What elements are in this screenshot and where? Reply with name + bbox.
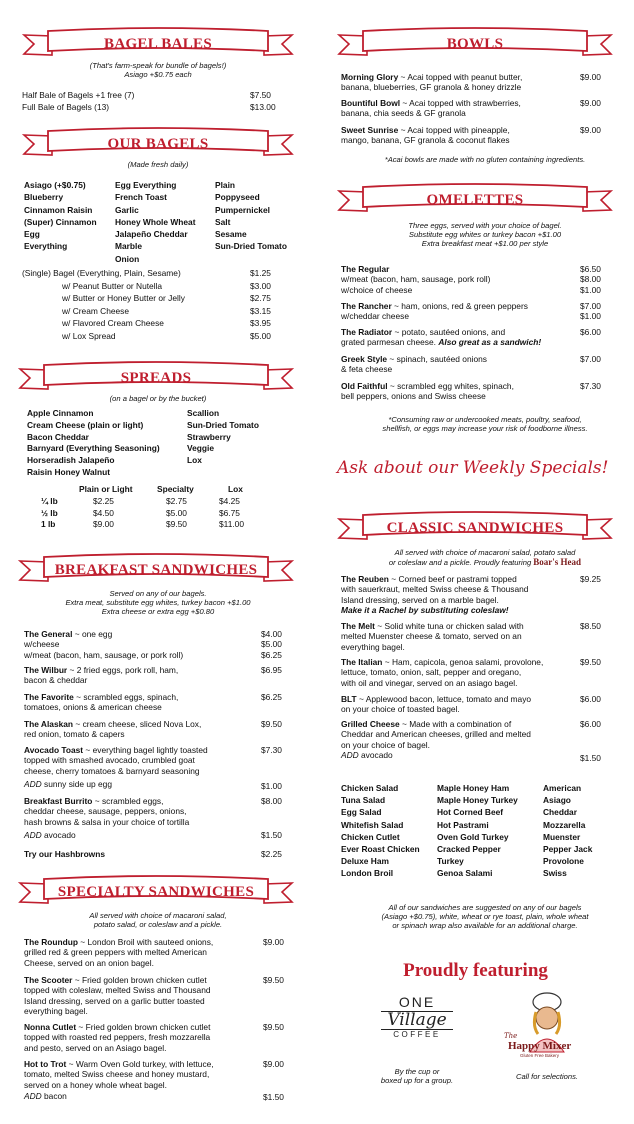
price: $1.50	[263, 1092, 284, 1102]
specialty-note: All served with choice of macaroni salad, potato salad, or coleslaw and a pickle.	[89, 911, 227, 930]
section-title: BOWLS	[446, 36, 504, 52]
price: $1.50	[261, 830, 282, 840]
price: $7.30	[261, 745, 282, 755]
menu-item-reuben: The Reuben ~ Corned beef or pastrami topped with sauerkraut, melted Swiss cheese & Thousand Island dressing, served on a marble bagel. Make it a Rachel by substituting coleslaw!	[341, 574, 529, 615]
menu-item-hot-to-trot: Hot to Trot ~ Warm Oven Gold turkey, with lettuce, tomato, melted Swiss cheese and honey mustard, served on a honey whole wheat bagel. ADD bacon	[24, 1059, 214, 1101]
price: $2.75	[250, 293, 271, 303]
price: $7.50	[250, 90, 271, 100]
menu-item-hashbrowns: Try our Hashbrowns	[24, 849, 105, 859]
price: $6.00	[580, 694, 601, 704]
menu-item-grilled-cheese: Grilled Cheese ~ Made with a combination of Cheddar and American cheeses, grilled and melted on your choice of bagel. ADD avocado	[341, 719, 531, 760]
bagel-list-col3: Plain Poppyseed Pumpernickel Salt Sesame Sun-Dried Tomato	[215, 180, 287, 252]
table-row-size: ¼ lb	[41, 496, 58, 506]
price: $8.00	[261, 796, 282, 806]
menu-item-wilbur: The Wilbur ~ 2 fried eggs, pork roll, ham, bacon & cheddar	[24, 665, 179, 686]
menu-item: w/ Flavored Cream Cheese	[62, 318, 164, 328]
our-bagels-banner	[22, 127, 294, 161]
section-title: BREAKFAST SANDWICHES	[54, 562, 258, 578]
table-cell: $5.00	[166, 508, 187, 518]
price: $9.00	[580, 98, 601, 108]
bagel-bales-banner	[22, 27, 294, 61]
price: $1.25	[250, 268, 271, 278]
boars-head-logo: Boar's Head	[533, 557, 582, 568]
cheese-list-col3: American Asiago Cheddar Mozzarella Muenster Pepper Jack Provolone Swiss	[543, 783, 593, 879]
price: $1.00	[261, 781, 282, 791]
menu-item-greek: Greek Style ~ spinach, sautéed onions & feta cheese	[341, 354, 487, 375]
proudly-featuring-title: Proudly featuring	[403, 960, 548, 981]
menu-item: w/ Peanut Butter or Nutella	[62, 281, 163, 291]
table-cell: $2.25	[93, 496, 114, 506]
menu-item: Full Bale of Bagels (13)	[22, 102, 110, 112]
table-header: Plain or Light	[79, 484, 133, 494]
price: $9.50	[580, 657, 601, 667]
section-title: OUR BAGELS	[107, 136, 209, 152]
price: $7.00	[580, 354, 601, 364]
one-village-coffee-logo: ONE Village COFFEE	[377, 994, 457, 1054]
meat-list-col1: Chicken Salad Tuna Salad Egg Salad Whitefish Salad Chicken Cutlet Ever Roast Chicken Deluxe Ham London Broil	[341, 783, 420, 879]
menu-item: (Single) Bagel (Everything, Plain, Sesame)	[22, 268, 181, 278]
one-village-caption: By the cup or boxed up for a group.	[380, 1067, 454, 1086]
table-row-size: ½ lb	[41, 508, 58, 518]
price: $9.25	[580, 574, 601, 584]
table-header: Lox	[228, 484, 243, 494]
section-title: BAGEL BALES	[104, 36, 212, 52]
price: $9.00	[580, 125, 601, 135]
price: $1.50	[580, 753, 601, 763]
price: $3.95	[250, 318, 271, 328]
menu-item-nonna-cutlet: Nonna Cutlet ~ Fried golden brown chicken cutlet topped with roasted red peppers, fresh mozzarella and pesto, served on an Asiago bagel.	[24, 1022, 211, 1053]
breakfast-note: Served on any of our bagels. Extra meat, substitute egg whites, turkey bacon +$1.00 Extra cheese or extra egg +$0.80	[65, 589, 251, 617]
table-cell: $9.00	[93, 519, 114, 529]
table-cell: $9.50	[166, 519, 187, 529]
meat-list-col2: Maple Honey Ham Maple Honey Turkey Hot Corned Beef Hot Pastrami Oven Gold Turkey Cracked Pepper Turkey Genoa Salami	[437, 783, 518, 879]
menu-item-avocado-toast: Avocado Toast ~ everything bagel lightly toasted topped with smashed avocado, crumbled goat cheese, cherry tomatoes & barnyard seasoning ADD sunny side up egg	[24, 745, 208, 789]
menu-item-alaskan: The Alaskan ~ cream cheese, sliced Nova Lox, red onion, tomato & capers	[24, 719, 202, 740]
table-cell: $6.75	[219, 508, 240, 518]
price: $4.00 $5.00 $6.25	[261, 629, 282, 660]
menu-item-sweet-sunrise: Sweet Sunrise ~ Acai topped with pineapple, mango, banana, GF granola & coconut flakes	[341, 125, 510, 146]
weekly-specials-text: Ask about our Weekly Specials!	[337, 458, 609, 478]
spread-list-col2: Scallion Sun-Dried Tomato Strawberry Veggie Lox	[187, 408, 259, 466]
menu-item: w/ Butter or Honey Butter or Jelly	[62, 293, 185, 303]
breakfast-banner	[18, 553, 294, 587]
food-safety-warning: *Consuming raw or undercooked meats, poultry, seafood, shellfish, or eggs may increase your risk of foodborne illness.	[382, 415, 588, 434]
price: $9.50	[263, 1022, 284, 1032]
table-header: Specialty	[157, 484, 194, 494]
menu-item-blt: BLT ~ Applewood bacon, lettuce, tomato and mayo on your choice of toasted bagel.	[341, 694, 532, 715]
price: $6.95	[261, 665, 282, 675]
price: $6.50 $8.00 $1.00	[580, 264, 601, 295]
price: $9.50	[261, 719, 282, 729]
omelettes-note: Three eggs, served with your choice of bagel. Substitute egg whites or turkey bacon +$1.00 Extra breakfast meat +$1.00 per style	[408, 221, 562, 249]
classic-banner	[337, 511, 613, 545]
table-cell: $4.25	[219, 496, 240, 506]
spreads-banner	[18, 361, 294, 395]
bagel-list-col1: Asiago (+$0.75) Blueberry Cinnamon Raisin (Super) Cinnamon Egg Everything	[24, 180, 97, 252]
menu-item: w/ Lox Spread	[62, 331, 116, 341]
specialty-banner	[18, 875, 294, 909]
our-bagels-note: (Made fresh daily)	[127, 160, 189, 169]
price: $9.00	[263, 1059, 284, 1069]
bagel-list-col2: Egg Everything French Toast Garlic Honey Whole Wheat Jalapeño Cheddar Marble Onion	[115, 180, 196, 264]
price: $3.15	[250, 306, 271, 316]
happy-mixer-caption: Call for selections.	[515, 1072, 579, 1081]
price: $6.25	[261, 692, 282, 702]
menu-item-morning-glory: Morning Glory ~ Acai topped with peanut butter, banana, blueberries, GF granola & honey drizzle	[341, 72, 523, 93]
omelettes-banner	[337, 183, 613, 217]
table-cell: $2.75	[166, 496, 187, 506]
table-cell: $11.00	[219, 519, 244, 529]
bowls-note: *Acai bowls are made with no gluten containing ingredients.	[384, 155, 586, 164]
menu-item-radiator: The Radiator ~ potato, sautéed onions, and grated parmesan cheese. Also great as a sandwich!	[341, 327, 542, 348]
menu-item-scooter: The Scooter ~ Fried golden brown chicken cutlet topped with coleslaw, melted Swiss and Thousand Island dressing, served on a garlic butter toasted everything bagel.	[24, 975, 211, 1016]
spread-list-col1: Apple Cinnamon Cream Cheese (plain or light) Bacon Cheddar Barnyard (Everything Seasoning) Horseradish Jalapeño Raisin Honey Walnut	[27, 408, 160, 477]
menu-item-old-faithful: Old Faithful ~ scrambled egg whites, spinach, bell peppers, onions and Swiss cheese	[341, 381, 514, 402]
price: $3.00	[250, 281, 271, 291]
price: $13.00	[250, 102, 276, 112]
section-title: SPREADS	[120, 370, 192, 386]
bagel-bales-note: (That's farm-speak for bundle of bagels!) Asiago +$0.75 each	[89, 61, 227, 80]
menu-item-italian: The Italian ~ Ham, capicola, genoa salami, provolone, lettuce, tomato, onion, salt, pepper and oregano, with oil and vinegar, served on an asiago bagel.	[341, 657, 544, 688]
price: $9.50	[263, 975, 284, 985]
menu-item-rancher: The Rancher ~ ham, onions, red & green peppers w/cheddar cheese	[341, 301, 528, 322]
menu-item-favorite: The Favorite ~ scrambled eggs, spinach, tomatoes, onions & american cheese	[24, 692, 179, 713]
price: $8.50	[580, 621, 601, 631]
menu-item-bountiful-bowl: Bountiful Bowl ~ Acai topped with strawberries, banana, chia seeds & GF granola	[341, 98, 521, 119]
menu-item: Half Bale of Bagels +1 free (7)	[22, 90, 135, 100]
sandwich-footnote: All of our sandwiches are suggested on any of our bagels (Asiago +$0.75), white, wheat or rye toast, plain, whole wheat or spinach wrap also available for an additional charge.	[381, 903, 589, 931]
spreads-note: (on a bagel or by the bucket)	[109, 394, 207, 403]
table-cell: $4.50	[93, 508, 114, 518]
menu-item-burrito: Breakfast Burrito ~ scrambled eggs, cheddar cheese, sausage, peppers, onions, hash browns & salsa in your choice of tortilla ADD avocado	[24, 796, 190, 840]
price: $6.00	[580, 719, 601, 729]
bowls-banner	[337, 27, 613, 61]
price: $2.25	[261, 849, 282, 859]
price: $7.00 $1.00	[580, 301, 601, 322]
menu-item: w/ Cream Cheese	[62, 306, 130, 316]
table-row-size: 1 lb	[41, 519, 56, 529]
section-title: SPECIALTY SANDWICHES	[57, 884, 255, 900]
price: $6.00	[580, 327, 601, 337]
price: $5.00	[250, 331, 271, 341]
section-title: CLASSIC SANDWICHES	[386, 520, 564, 536]
price: $9.00	[263, 937, 284, 947]
menu-item-melt: The Melt ~ Solid white tuna or chicken salad with melted Muenster cheese & tomato, served on an everything bagel.	[341, 621, 524, 652]
menu-item-regular: The Regular w/meat (bacon, ham, sausage, pork roll) w/choice of cheese	[341, 264, 491, 295]
section-title: OMELETTES	[426, 192, 524, 208]
price: $7.30	[580, 381, 601, 391]
menu-item-general: The General ~ one egg w/cheese w/meat (bacon, ham, sausage, or pork roll)	[24, 629, 184, 660]
menu-item-roundup: The Roundup ~ London Broil with sauteed onions, grilled red & green peppers with melted American Cheese, served on an onion bagel.	[24, 937, 214, 968]
price: $9.00	[580, 72, 601, 82]
classic-note: All served with choice of macaroni salad, potato salad or coleslaw and a pickle. Proudly featuring Boar's Head	[388, 548, 582, 568]
happy-mixer-logo: The Happy Mixer Gluten Free Bakery	[502, 990, 592, 1062]
